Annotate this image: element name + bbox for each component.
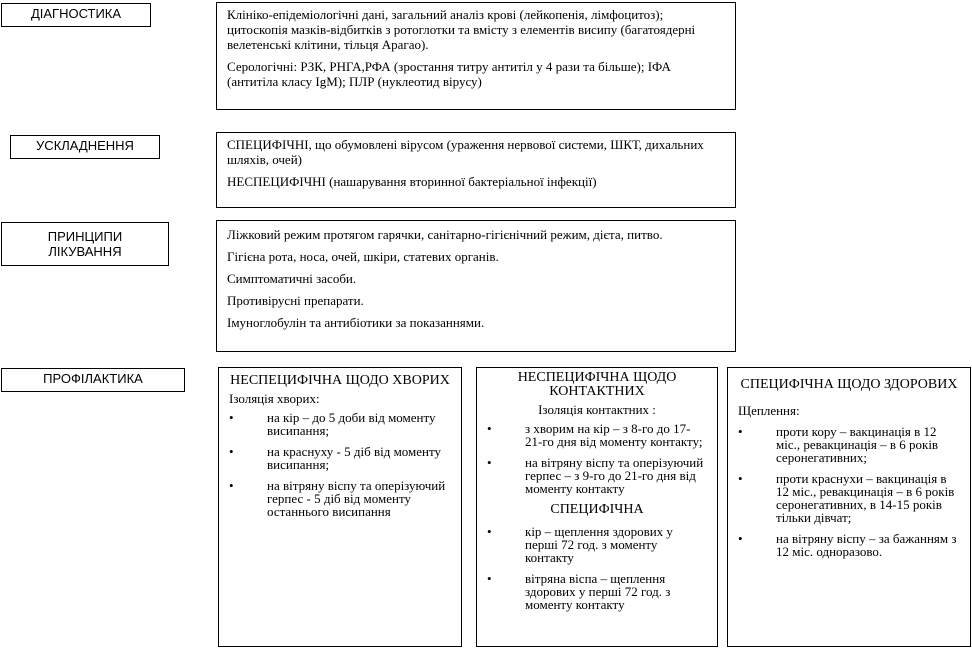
col-subtitle: Щеплення: (738, 403, 800, 418)
list-item (487, 572, 707, 611)
complications-paragraph: СПЕЦИФІЧНІ, що обумовлені вірусом (ураження нервової системи, ШКТ, дихальних шляхів, очей) (227, 137, 704, 167)
treatment-label: ПРИНЦИПИ ЛІКУВАННЯ (47, 229, 123, 259)
list-item (229, 479, 451, 518)
bullet-icon: • (487, 455, 492, 470)
list-item-text: з хворим на кір – з 8-го до 17-21-го дня від моменту контакту; (525, 421, 703, 449)
bullet-icon: • (738, 531, 743, 546)
list-item (487, 525, 707, 564)
complications-paragraph: НЕСПЕЦИФІЧНІ (нашарування вторинної бактеріальної інфекції) (227, 174, 597, 189)
col-heading: НЕСПЕЦИФІЧНА ЩОДО КОНТАКТНИХ (517, 370, 677, 399)
list-item-text: на кір – до 5 доби від моменту висипання; (267, 410, 436, 438)
bullet-icon: • (229, 444, 234, 459)
treatment-paragraph: Імуноглобулін та антибіотики за показаннями. (227, 315, 485, 330)
bullet-icon: • (229, 478, 234, 493)
list-item-text: на краснуху - 5 діб від моменту висипання; (267, 444, 442, 472)
col-heading: СПЕЦИФІЧНА ЩОДО ЗДОРОВИХ (740, 377, 958, 392)
list-item (229, 411, 451, 437)
list-item (738, 425, 960, 464)
bullet-icon: • (487, 421, 492, 436)
list-item-text: проти краснухи – вакцинація в 12 міс., ревакцинація – в 6 років серонегативних, в 14-15 років тільки дівчат; (776, 471, 955, 525)
treatment-content (216, 220, 736, 352)
diagnostics-content (216, 2, 736, 110)
treatment-paragraph: Симптоматичні засоби. (227, 271, 357, 286)
treatment-paragraph: Противірусні препарати. (227, 293, 364, 308)
bullet-icon: • (229, 410, 234, 425)
col-subtitle: Ізоляція контактних : (538, 402, 656, 417)
col-heading: НЕСПЕЦИФІЧНА ЩОДО ХВОРИХ (230, 373, 450, 388)
list-item-text: на вітряну віспу та оперізуючий герпес – з 9-го до 21-го дня від моменту контакту (525, 455, 704, 496)
col-list (487, 422, 707, 495)
prevention-col-contacts (476, 367, 718, 647)
bullet-icon: • (487, 571, 492, 586)
diagnostics-paragraph: Серологічні: РЗК, РНГА,РФА (зростання титру антитіл у 4 рази та більше); ІФА (антитіла класу IgM); ПЛР (нуклеотид вірусу) (227, 59, 671, 89)
list-item (738, 472, 960, 524)
bullet-icon: • (738, 424, 743, 439)
col-list-specific (487, 525, 707, 611)
prevention-label-box (1, 368, 185, 392)
treatment-paragraph: Гігієна рота, носа, очей, шкіри, статевих органів. (227, 249, 499, 264)
list-item (229, 445, 451, 471)
bullet-icon: • (738, 471, 743, 486)
diagnostics-paragraph: Клініко-епідеміологічні дані, загальний аналіз крові (лейкопенія, лімфоцитоз); цитоскопія мазків-відбитків з ротоглотки та вмісту з елементів висипу (багатоядерні велетенські клітини, тільця Арагао). (227, 7, 696, 52)
diagnostics-label-box (1, 3, 151, 27)
col-heading-specific: СПЕЦИФІЧНА (550, 502, 644, 517)
treatment-paragraph: Ліжковий режим протягом гарячки, санітарно-гігієнічний режим, дієта, питво. (227, 227, 663, 242)
col-list (229, 411, 451, 518)
prevention-label: ПРОФІЛАКТИКА (43, 371, 143, 386)
list-item-text: проти кору – вакцинація в 12 міс., ревакцинація – в 6 років серонегативних; (776, 424, 939, 465)
list-item (487, 456, 707, 495)
list-item-text: на вітряну віспу та оперізуючий герпес - 5 діб від моменту останнього висипання (267, 478, 446, 519)
list-item (487, 422, 707, 448)
list-item-text: на вітряну віспу – за бажанням з 12 міс. одноразово. (776, 531, 957, 559)
treatment-label-box (1, 222, 169, 266)
bullet-icon: • (487, 524, 492, 539)
complications-content (216, 132, 736, 208)
list-item-text: вітряна віспа – щеплення здорових у перші 72 год. з моменту контакту (525, 571, 671, 612)
prevention-col-nonspecific-patients (218, 367, 462, 647)
list-item-text: кір – щеплення здорових у перші 72 год. з моменту контакту (525, 524, 673, 565)
list-item (738, 532, 960, 558)
complications-label-box (10, 135, 160, 159)
col-list (738, 425, 960, 558)
complications-label: УСКЛАДНЕННЯ (36, 138, 134, 153)
col-subtitle: Ізоляція хворих: (229, 391, 320, 406)
diagnostics-label: ДІАГНОСТИКА (30, 6, 122, 21)
prevention-col-specific-healthy (727, 367, 971, 647)
